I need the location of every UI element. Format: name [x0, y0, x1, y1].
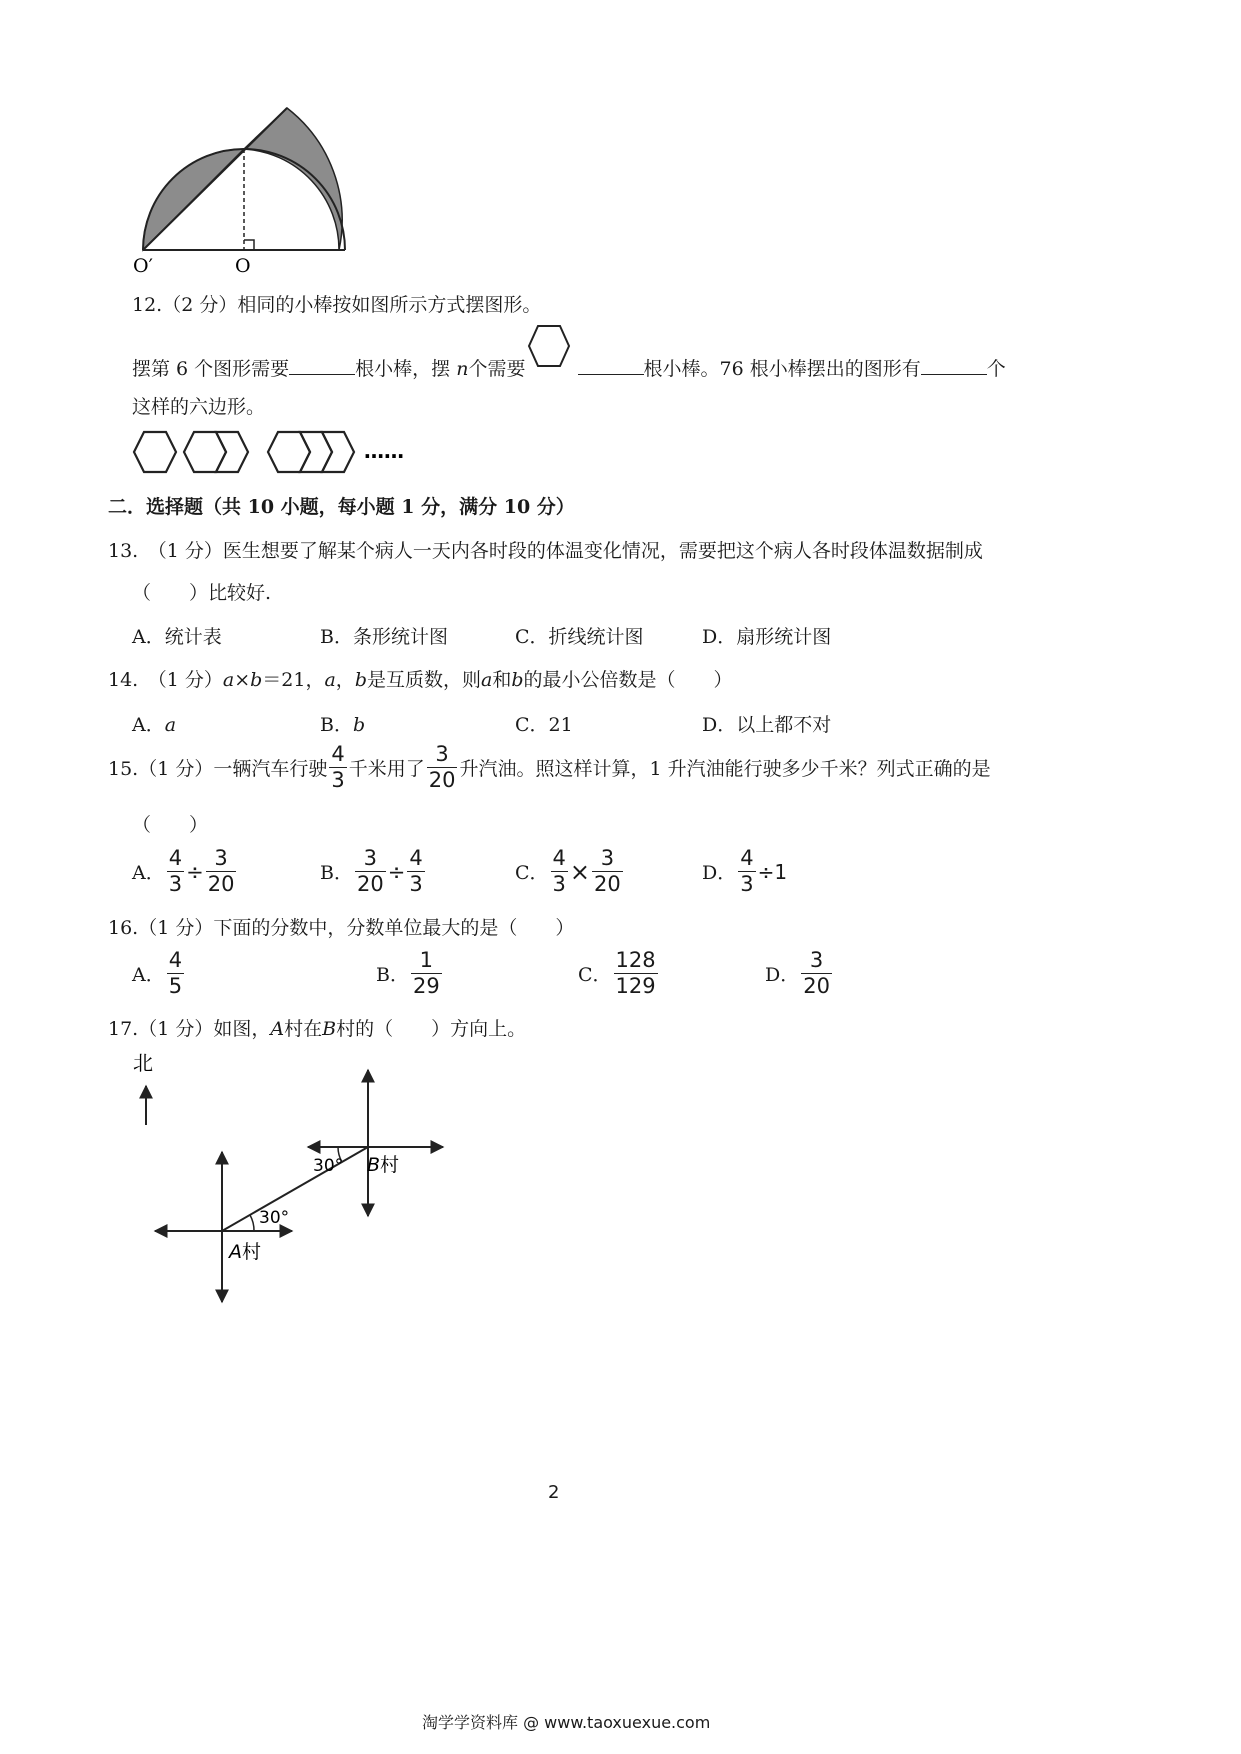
q15-b-op: ÷: [387, 859, 406, 884]
q13-option-d[interactable]: D．扇形统计图: [702, 626, 832, 648]
q17-text-2: 村在: [284, 1018, 323, 1040]
single-hexagon-icon: [527, 322, 571, 370]
angle-label-a: 30°: [259, 1208, 290, 1228]
label-o-prime: O′: [133, 255, 153, 277]
q17-var-b: B: [322, 1018, 337, 1040]
q15-a-d2: 20: [207, 872, 235, 896]
q15-d-op: ÷1: [757, 859, 788, 884]
q17-text-3: 村的（ ）方向上。: [336, 1018, 527, 1040]
q14-option-b-label: B．: [320, 714, 353, 736]
q14-var-b-2: b: [354, 669, 367, 691]
q15-d-d1: 3: [740, 872, 754, 896]
q12-text-b: 根小棒，摆: [355, 358, 451, 380]
q15-option-c[interactable]: [515, 848, 625, 895]
q15-text-2: 千米用了: [348, 758, 425, 780]
q16-a-num: 4: [168, 948, 183, 972]
label-o: O: [235, 255, 251, 277]
q16-stem: 16.（1 分）下面的分数中，分数单位最大的是（ ）: [108, 917, 575, 939]
q15-c-d1: 3: [552, 872, 566, 896]
q14-rest-1: ＝21，: [262, 669, 325, 691]
q14-stem: [108, 665, 733, 692]
q13-option-a[interactable]: A．统计表: [132, 626, 222, 648]
q15-paren: （ ）: [132, 814, 209, 836]
q15-b-n2: 4: [409, 846, 423, 870]
q12-line2: 这样的六边形。: [132, 396, 266, 418]
q16-a-den: 5: [168, 974, 183, 998]
q15-a-frac-1: [167, 848, 184, 895]
q16-option-d-label: D．: [765, 964, 800, 986]
q12-stem: 12.（2 分）相同的小棒按如图所示方式摆图形。: [132, 294, 542, 316]
q12-var-n: n: [456, 358, 469, 380]
q15-a-op: ÷: [186, 859, 204, 884]
q17-text-1: 17.（1 分）如图，: [108, 1018, 271, 1040]
q12-blank-2[interactable]: [578, 374, 644, 375]
q12-text-d: 根小棒。76 根小棒摆出的图形有: [643, 358, 921, 380]
q15-stem: [108, 744, 991, 791]
q15-c-op: ×: [569, 857, 591, 886]
q14-option-b[interactable]: [320, 710, 365, 737]
q14-option-c[interactable]: C．21: [515, 714, 573, 736]
village-b-suffix: 村: [380, 1154, 400, 1176]
q16-c-num: 128: [615, 948, 656, 972]
q15-option-a[interactable]: [132, 848, 238, 895]
q15-d-n1: 4: [740, 846, 754, 870]
hexagon-chain-figure: [132, 428, 462, 476]
q15-option-d[interactable]: [702, 848, 787, 895]
q15-a-frac-2: [206, 848, 237, 895]
village-a-label: [227, 1241, 261, 1263]
q15-fraction-2: [427, 744, 458, 791]
q16-c-frac: [614, 950, 658, 997]
q12-text-a: 摆第 6 个图形需要: [132, 358, 290, 380]
q15-f1-num: 4: [331, 742, 345, 766]
q15-b-d2: 3: [409, 872, 423, 896]
village-b-letter: B: [367, 1154, 381, 1176]
q16-option-c[interactable]: [578, 950, 660, 997]
q14-rest-2: ，: [335, 669, 355, 691]
q15-a-n2: 3: [214, 846, 228, 870]
q16-c-den: 129: [615, 974, 656, 998]
q14-var-a-3: a: [481, 669, 493, 691]
q15-c-n2: 3: [600, 846, 615, 870]
q13-stem: 13. （1 分）医生想要了解某个病人一天内各时段的体温变化情况，需要把这个病人各时段体温数据制成: [108, 540, 983, 562]
q14-num: 14. （1 分）: [108, 669, 223, 691]
q15-a-d1: 3: [168, 872, 183, 896]
q15-b-frac-1: [355, 848, 386, 895]
q15-text-3: 升汽油。照这样计算，1 升汽油能行驶多少千米？列式正确的是: [459, 758, 991, 780]
q15-option-b-label: B．: [320, 862, 353, 884]
q15-option-a-label: A．: [132, 862, 165, 884]
q14-option-b-value: b: [352, 714, 366, 736]
q16-option-b-label: B．: [376, 964, 409, 986]
q14-option-a-label: A．: [132, 714, 165, 736]
q16-d-num: 3: [809, 948, 824, 972]
q14-var-b-3: b: [511, 669, 524, 691]
q15-b-n1: 3: [363, 846, 378, 870]
q14-option-a-value: a: [164, 714, 177, 736]
section-2-heading: 二．选择题（共 10 小题，每小题 1 分，满分 10 分）: [108, 496, 575, 518]
q13-option-c[interactable]: C．折线统计图: [515, 626, 644, 648]
q17-stem: [108, 1014, 526, 1041]
q16-b-num: 1: [419, 948, 434, 972]
q16-option-d[interactable]: [765, 950, 834, 997]
q14-option-d[interactable]: D．以上都不对: [702, 714, 832, 736]
q16-d-den: 20: [803, 974, 830, 998]
q15-c-n1: 4: [552, 846, 566, 870]
q15-b-d1: 20: [356, 872, 384, 896]
village-a-suffix: 村: [242, 1241, 262, 1263]
q14-rest-5: 的最小公倍数是（ ）: [523, 669, 733, 691]
q14-var-a-2: a: [324, 669, 336, 691]
q15-text-1: 15.（1 分）一辆汽车行驶: [108, 758, 328, 780]
q15-b-frac-2: [407, 848, 424, 895]
q12-blank-1[interactable]: [289, 374, 355, 375]
q14-option-a[interactable]: [132, 710, 176, 737]
q15-c-frac-1: [551, 848, 568, 895]
q14-rest-4: 和: [492, 669, 512, 691]
q15-f1-den: 3: [331, 768, 345, 792]
q12-text-c: 个需要: [468, 358, 526, 380]
north-label: 北: [133, 1051, 153, 1075]
q15-option-b[interactable]: [320, 848, 427, 895]
q13-stem-2: （ ）比较好.: [132, 582, 272, 604]
hexagon-dots: ……: [364, 439, 404, 463]
q12-blank-3[interactable]: [921, 374, 987, 375]
village-a-letter: A: [229, 1241, 242, 1263]
village-b-label: [367, 1154, 399, 1176]
q14-var-a: a: [222, 669, 235, 691]
q16-b-den: 29: [412, 974, 440, 998]
q16-b-frac: [411, 950, 442, 997]
q15-d-frac-1: [738, 848, 755, 895]
q15-a-n1: 4: [168, 846, 183, 870]
footer-source: 淘学学资料库 @ www.taoxuexue.com: [422, 1713, 711, 1732]
q14-times: ×: [234, 669, 251, 691]
q15-option-d-label: D．: [702, 862, 737, 884]
q13-option-b[interactable]: B．条形统计图: [320, 626, 448, 648]
sector-figure: [125, 100, 385, 280]
q16-option-a[interactable]: [132, 950, 186, 997]
q14-var-b: b: [250, 669, 263, 691]
q16-option-c-label: C．: [578, 964, 612, 986]
q15-f2-num: 3: [435, 742, 449, 766]
page-number: 2: [548, 1482, 560, 1503]
q16-option-a-label: A．: [132, 964, 165, 986]
q16-option-b[interactable]: [376, 950, 444, 997]
q15-f2-den: 20: [428, 768, 456, 792]
q15-c-frac-2: [592, 848, 623, 895]
q16-d-frac: [801, 950, 832, 997]
angle-label-b: 30°: [313, 1156, 344, 1176]
q16-a-frac: [167, 950, 184, 997]
q14-rest-3: 是互质数，则: [366, 669, 481, 691]
q15-fraction-1: [329, 744, 346, 791]
q15-c-d2: 20: [594, 872, 621, 896]
q12-text-e: 个: [986, 358, 1006, 380]
q17-var-a: A: [270, 1018, 285, 1040]
q15-option-c-label: C．: [515, 862, 549, 884]
direction-figure: [125, 1040, 465, 1310]
